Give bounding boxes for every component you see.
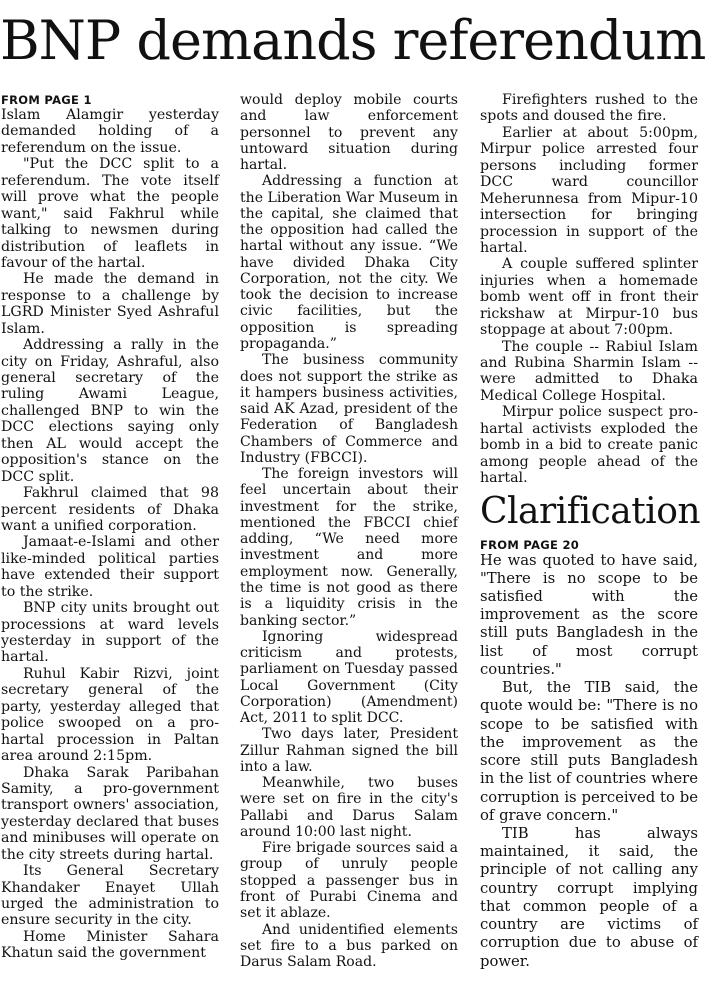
story-column-2	[240, 92, 458, 970]
clarification-section	[480, 489, 701, 971]
paragraph: The couple -- Rabiul Islam and Rubina Sharmin Islam -- were admitted to Dhaka Medical College Hospital.	[480, 338, 698, 404]
paragraph: Meanwhile, two buses were set on fire in the city's Pallabi and Darus Salam around 10:00 last night.	[240, 775, 458, 840]
paragraph: Two days later, President Zillur Rahman signed the bill into a law.	[240, 726, 458, 775]
paragraph: Home Minister Sahara Khatun said the government	[1, 928, 219, 962]
from-page-label: FROM PAGE 1	[1, 93, 92, 107]
paragraph: Ignoring widespread criticism and protests, parliament on Tuesday passed Local Government (City Corporation) (Amendment) Act, 2011 to split DCC.	[240, 628, 458, 727]
paragraph: The foreign investors will feel uncertain about their investment for the strike, mentioned the FBCCI chief adding, “We need more investment and more employment now. Generally, the time is not good as there is a liquidity crisis in the banking sector.”	[240, 466, 458, 629]
paragraph: Its General Secretary Khandaker Enayet Ullah urged the administration to ensure security in the city.	[1, 863, 219, 929]
paragraph: Mirpur police suspect pro-hartal activists exploded the bomb in a bid to create panic among people ahead of the hartal.	[480, 404, 698, 487]
headline: BNP demands referendum	[0, 9, 706, 72]
story-column-1	[1, 92, 219, 962]
paragraph: BNP city units brought out processions at ward levels yesterday in support of the hartal.	[1, 600, 219, 666]
paragraph: A couple suffered splinter injuries when a homemade bomb went off in front their rickshaw at Mirpur-10 bus stoppage at about 7:00pm.	[480, 256, 698, 339]
paragraph: And unidentified elements set fire to a bus parked on Darus Salam Road.	[240, 921, 458, 971]
paragraph: Jamaat-e-Islami and other like-minded political parties have extended their support to the strike.	[1, 534, 219, 600]
paragraph: TIB has always maintained, it said, the principle of not calling any country corrupt implying that common people of a country are victims of corruption due to abuse of power.	[480, 825, 698, 970]
paragraph: Ruhul Kabir Rizvi, joint secretary general of the party, yesterday alleged that police swooped on a pro-hartal procession in Paltan area around 2:15pm.	[1, 665, 219, 765]
paragraph: Addressing a rally in the city on Friday, Ashraful, also general secretary of the ruling Awami League, challenged BNP to win the DCC elections saying only then AL would accept the opposition's stance on the DCC split.	[1, 337, 219, 485]
paragraph: He made the demand in response to a challenge by LGRD Minister Syed Ashraful Islam.	[1, 271, 219, 337]
paragraph: He was quoted to have said, "There is no scope to be satisfied with the improvement as the score still puts Bangladesh in the list of most corrupt countries."	[480, 551, 698, 678]
clarification-title: Clarification	[480, 490, 701, 532]
paragraph: But, the TIB said, the quote would be: "There is no scope to be satisfied with the improvement as the score still puts Bangladesh in the list of countries where corruption is perceived to be of grave concern."	[480, 679, 698, 824]
paragraph: Fire brigade sources said a group of unruly people stopped a passenger bus in front of Purabi Cinema and set it ablaze.	[240, 840, 458, 922]
paragraph: "Put the DCC split to a referendum. The vote itself will prove what the people want," said Fakhrul while talking to newsmen during distribution of leaflets in favour of the hartal.	[1, 156, 219, 271]
paragraph: Dhaka Sarak Paribahan Samity, a pro-government transport owners' association, yesterday declared that buses and minibuses will operate on the city streets during hartal.	[1, 764, 219, 863]
paragraph: would deploy mobile courts and law enforcement personnel to prevent any untoward situation during hartal.	[240, 92, 458, 174]
story-column-3	[480, 92, 701, 971]
paragraph: Islam Alamgir yesterday demanded holding of a referendum on the issue.	[1, 107, 219, 156]
paragraph: Addressing a function at the Liberation War Museum in the capital, she claimed that the opposition had called the hartal without any issue. “We have divided Dhaka City Corporation, not the city. We took the decision to increase civic facilities, but the opposition is spreading propaganda.”	[240, 173, 458, 352]
paragraph: The business community does not support the strike as it hampers business activities, said AK Azad, president of the Federation of Bangladesh Chambers of Commerce and Industry (FBCCI).	[240, 352, 458, 466]
paragraph: Firefighters rushed to the spots and doused the fire.	[480, 92, 698, 125]
paragraph: Earlier at about 5:00pm, Mirpur police arrested four persons including former DCC ward councillor Meherunnesa from Mipur-10 intersection for bringing procession in support of the hartal.	[480, 124, 698, 256]
from-page-label: FROM PAGE 20	[480, 537, 580, 552]
paragraph: Fakhrul claimed that 98 percent residents of Dhaka want a unified corporation.	[1, 485, 219, 534]
